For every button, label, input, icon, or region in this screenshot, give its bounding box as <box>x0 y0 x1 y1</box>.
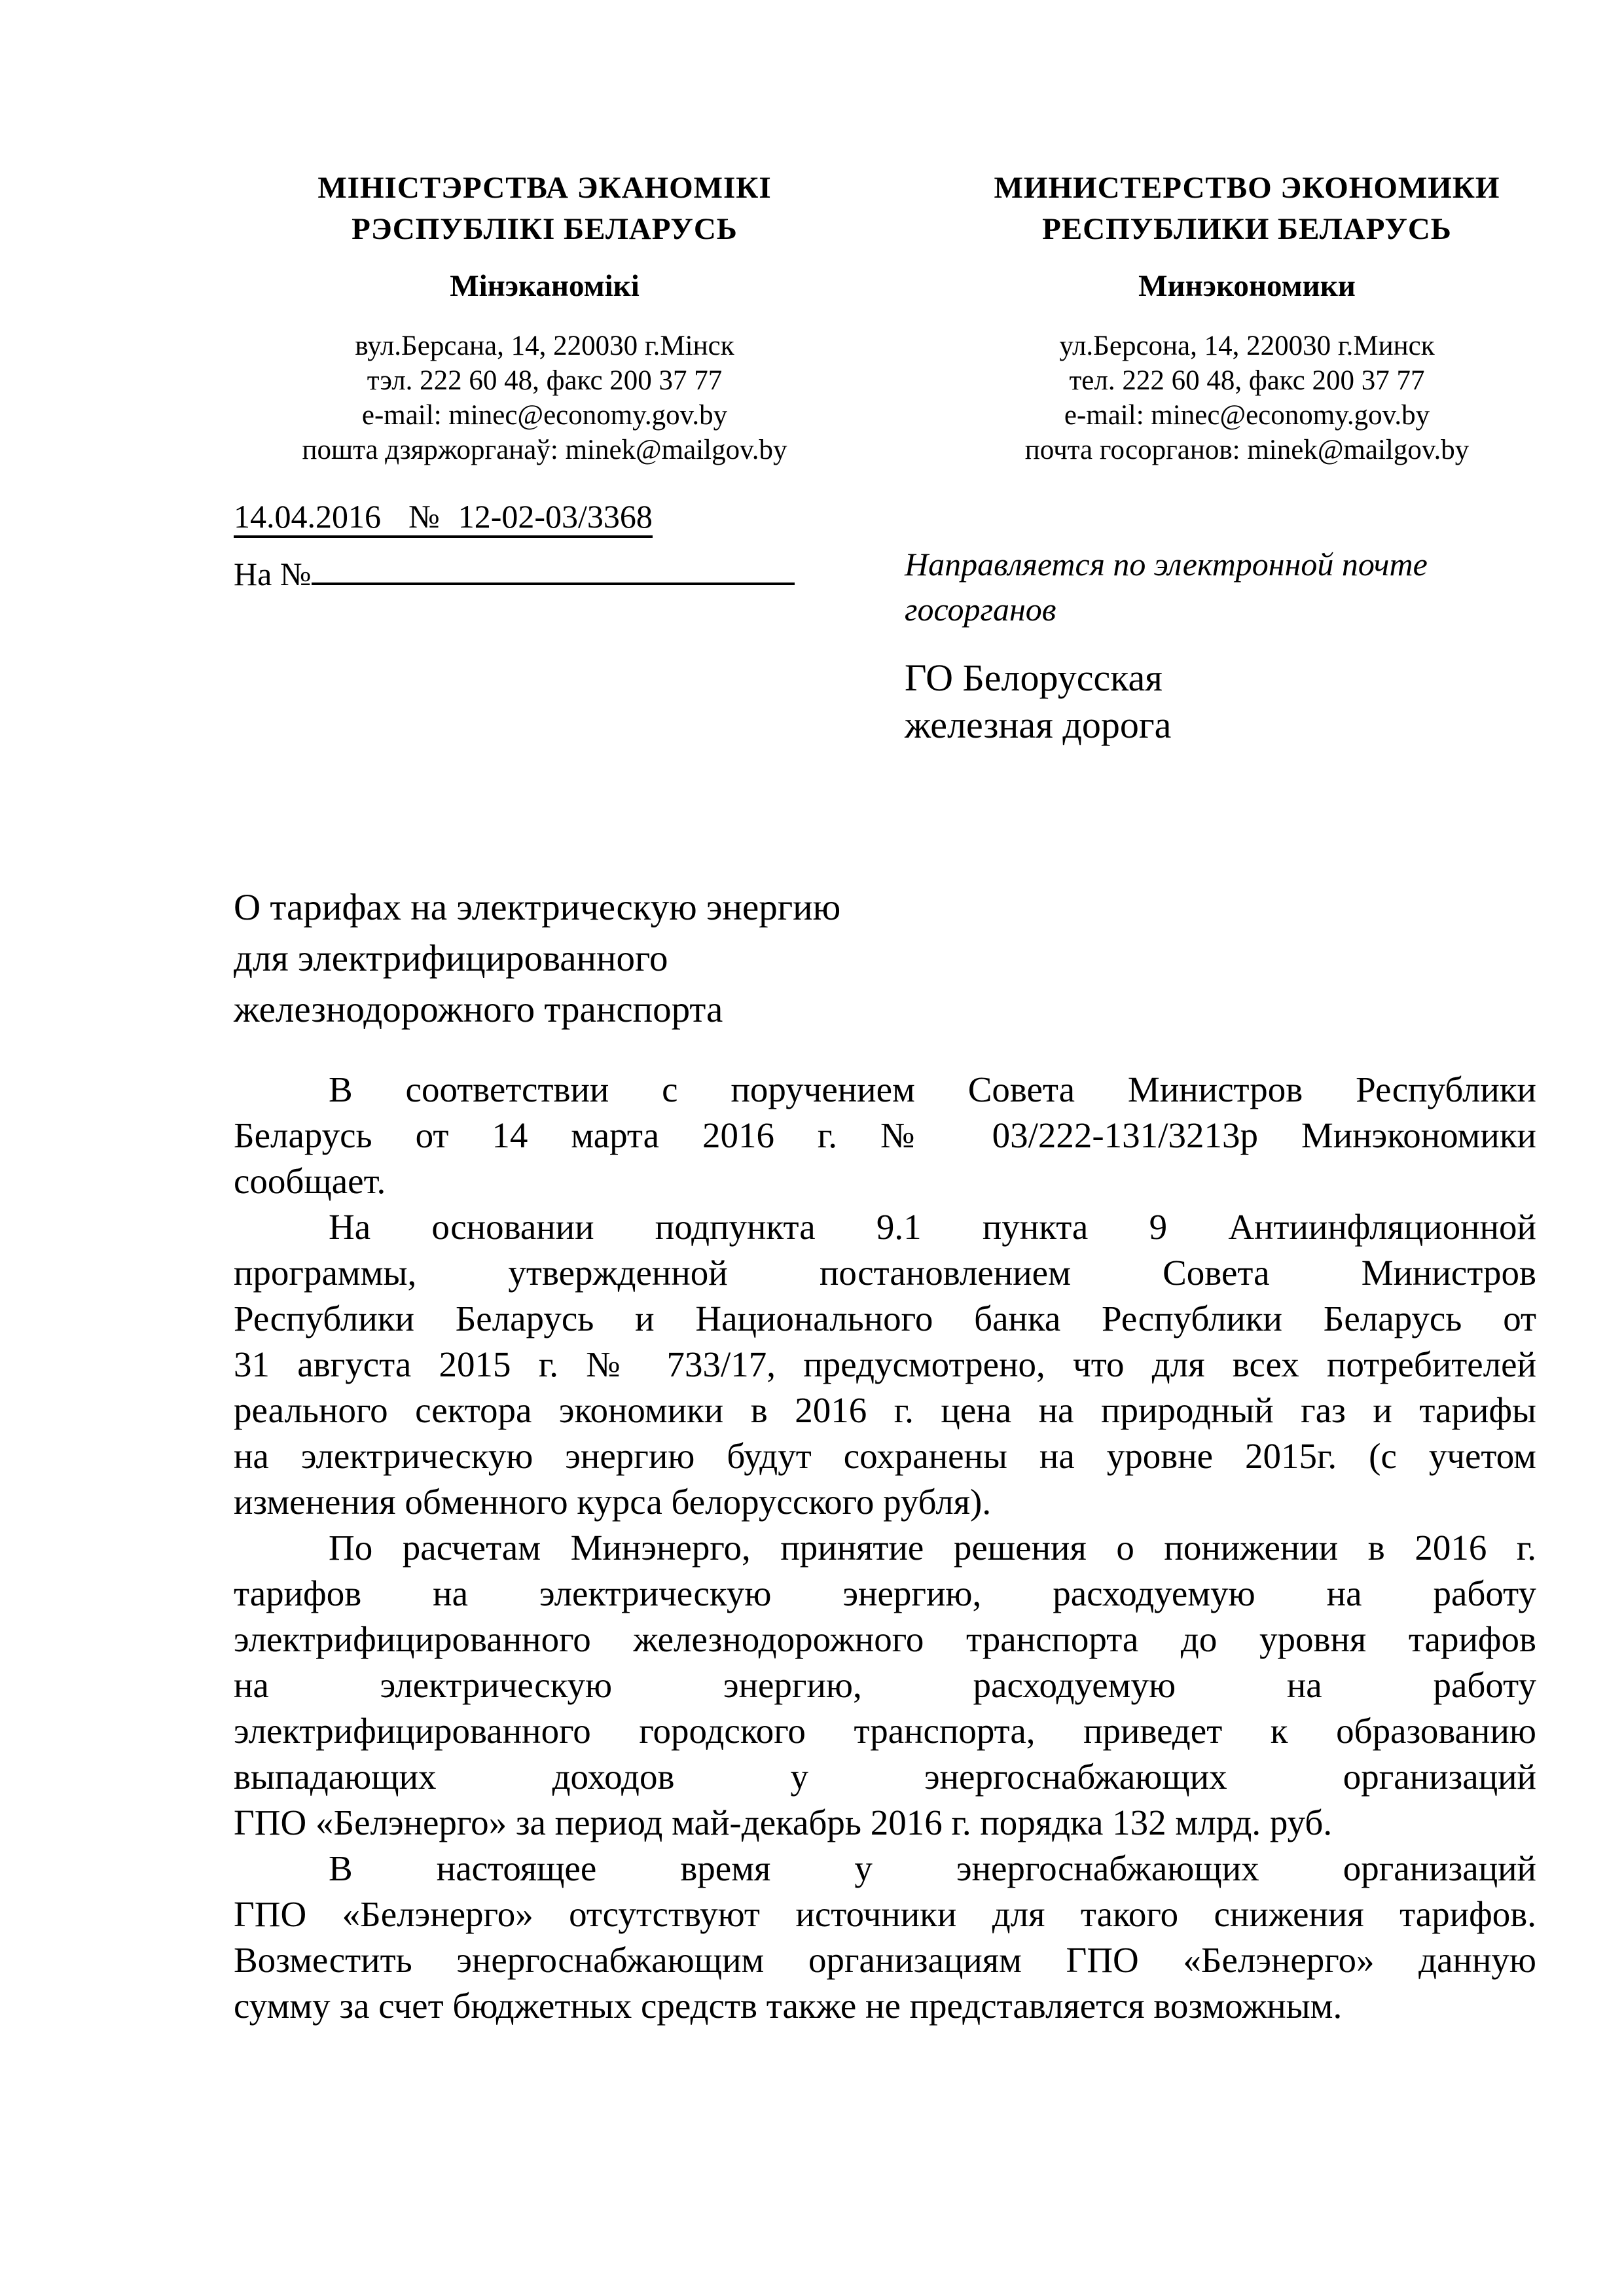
address-line: e-mail: minec@economy.gov.by <box>1064 400 1430 431</box>
letter-body <box>234 1067 1536 2029</box>
body-line: выпадающих доходов у энергоснабжающих организаций <box>234 1757 1536 1797</box>
org-name-line2-ru: РЕСПУБЛИКИ БЕЛАРУСЬ <box>1042 212 1452 246</box>
body-line: Возместить энергоснабжающим организациям ГПО «Белэнерго» данную <box>234 1940 1536 1980</box>
body-line: Республики Беларусь и Национального банка Республики Беларусь от <box>234 1299 1536 1338</box>
addressee-line1: ГО Белорусская <box>905 656 1163 699</box>
address-line: почта госорганов: minek@mailgov.by <box>1024 435 1470 465</box>
number-sign: № <box>408 498 440 535</box>
addressee <box>905 655 1494 749</box>
subject-line: железнодорожного транспорта <box>234 989 723 1030</box>
address-line: e-mail: minec@economy.gov.by <box>361 400 728 431</box>
body-line: По расчетам Минэнерго, принятие решения о понижении в 2016 г. <box>329 1528 1536 1568</box>
address-line: пошта дзяржорганаў: minek@mailgov.by <box>302 435 787 465</box>
letter-date: 14.04.2016 <box>234 498 381 535</box>
body-line: сумму за счет бюджетных средств также не представляется возможным. <box>234 1986 1343 2026</box>
body-line: В соответствии с поручением Совета Министров Республики <box>329 1069 1536 1109</box>
body-line: 31 августа 2015 г. № 733/17, предусмотрено, что для всех потребителей <box>234 1344 1536 1384</box>
letter-number: 12-02-03/3368 <box>458 498 653 535</box>
address-line: тел. 222 60 48, факс 200 37 77 <box>1069 365 1425 396</box>
address-block-be <box>234 329 856 467</box>
reply-to-label: На № <box>234 556 312 592</box>
reply-number-blank <box>312 548 795 585</box>
body-line: на электрическую энергию, расходуемую на работу <box>234 1665 1536 1705</box>
addressee-line2: железная дорога <box>905 704 1172 746</box>
reply-to-line <box>234 548 795 592</box>
address-block-ru <box>936 329 1558 467</box>
body-line: сообщает. <box>234 1161 386 1201</box>
org-name-line2-be: РЭСПУБЛІКІ БЕЛАРУСЬ <box>352 212 738 246</box>
delivery-note-line2: госорганов <box>905 591 1056 628</box>
org-short-name-be: Мінэканомікі <box>450 269 640 303</box>
letterhead-right <box>936 168 1558 467</box>
body-line: В настоящее время у энергоснабжающих организаций <box>329 1848 1536 1888</box>
body-line: тарифов на электрическую энергию, расходуемую на работу <box>234 1573 1536 1613</box>
body-paragraph <box>234 1525 1536 1846</box>
delivery-note-line1: Направляется по электронной почте <box>905 546 1428 583</box>
body-line: электрифицированного железнодорожного транспорта до уровня тарифов <box>234 1619 1536 1659</box>
body-line: Беларусь от 14 марта 2016 г. № 03/222-131/3213р Минэкономики <box>234 1115 1536 1155</box>
outgoing-date-number-line <box>234 499 653 538</box>
org-short-name-ru: Минэкономики <box>1138 269 1356 303</box>
org-name-line1-be: МІНІСТЭРСТВА ЭКАНОМІКІ <box>317 171 772 205</box>
body-paragraph <box>234 1204 1536 1525</box>
body-paragraph <box>234 1846 1536 2029</box>
body-line: На основании подпункта 9.1 пункта 9 Антиинфляционной <box>329 1207 1536 1247</box>
body-line: изменения обменного курса белорусского рубля). <box>234 1482 992 1522</box>
body-line: на электрическую энергию будут сохранены на уровне 2015г. (с учетом <box>234 1436 1536 1476</box>
subject-line: для электрифицированного <box>234 938 668 979</box>
subject <box>234 882 1085 1035</box>
address-line: вул.Берсана, 14, 220030 г.Мінск <box>355 331 734 361</box>
body-line: программы, утвержденной постановлением Совета Министров <box>234 1253 1536 1293</box>
letterhead-left <box>234 168 856 467</box>
body-line: ГПО «Белэнерго» за период май-декабрь 2016 г. порядка 132 млрд. руб. <box>234 1803 1333 1842</box>
body-line: реального сектора экономики в 2016 г. цена на природный газ и тарифы <box>234 1390 1536 1430</box>
subject-line: О тарифах на электрическую энергию <box>234 887 841 928</box>
body-line: ГПО «Белэнерго» отсутствуют источники для такого снижения тарифов. <box>234 1894 1536 1934</box>
delivery-note <box>905 542 1494 632</box>
address-line: тэл. 222 60 48, факс 200 37 77 <box>367 365 723 396</box>
reference-block <box>234 497 795 592</box>
body-line: электрифицированного городского транспорта, приведет к образованию <box>234 1711 1536 1751</box>
address-line: ул.Берсона, 14, 220030 г.Минск <box>1059 331 1435 361</box>
org-name-line1-ru: МИНИСТЕРСТВО ЭКОНОМИКИ <box>994 171 1500 205</box>
body-paragraph <box>234 1067 1536 1204</box>
